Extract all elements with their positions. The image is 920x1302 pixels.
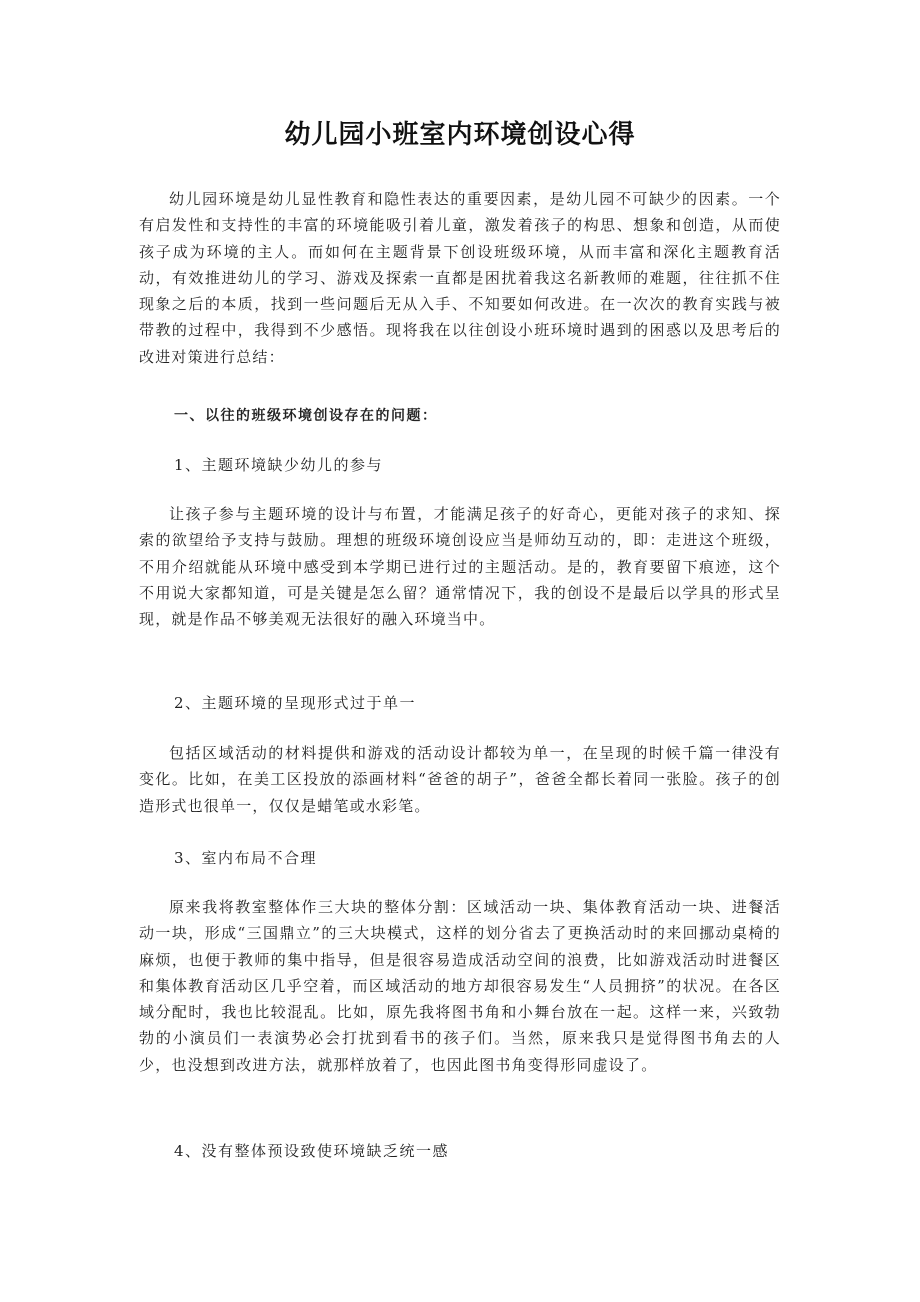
item2-paragraph: 包括区域活动的材料提供和游戏的活动设计都较为单一，在呈现的时候千篇一律没有变化。比如，在美工区投放的添画材料“爸爸的胡子”，爸爸全都长着同一张脸。孩子的创造形式也很单一，仅仅是蜡笔或水彩笔。	[139, 744, 781, 815]
document-title: 幼儿园小班室内环境创设心得	[284, 120, 636, 150]
item3-heading: 3、室内布局不合理	[174, 849, 318, 867]
item2-heading: 2、主题环境的呈现形式过于单一	[174, 694, 417, 712]
section1-heading: 一、以往的班级环境创设存在的问题：	[174, 408, 438, 424]
item3-paragraph: 原来我将教室整体作三大块的整体分割：区域活动一块、集体教育活动一块、进餐活动一块，形成“三国鼎立”的三大块模式，这样的划分省去了更换活动时的来回挪动桌椅的麻烦，也便于教师的集中指导，但是很容易造成活动空间的浪费，比如游戏活动时进餐区和集体教育活动区几乎空着，而区域活动的地方却很容易发生“人员拥挤”的状况。在各区域分配时，我也比较混乱。比如，原先我将图书角和小舞台放在一起。这样一来，兴致勃勃的小演员们一表演势必会打扰到看书的孩子们。当然，原来我只是觉得图书角去的人少，也没想到改进方法，就那样放着了，也因此图书角变得形同虚设了。	[139, 898, 781, 1074]
item4-heading: 4、没有整体预设致使环境缺乏统一感	[174, 1142, 450, 1160]
item1-paragraph: 让孩子参与主题环境的设计与布置，才能满足孩子的好奇心，更能对孩子的求知、探索的欲望给予支持与鼓励。理想的班级环境创设应当是师幼互动的，即：走进这个班级，不用介绍就能从环境中感受到本学期已进行过的主题活动。是的，教育要留下痕迹，这个不用说大家都知道，可是关键是怎么留？通常情况下，我的创设不是最后以学具的形式呈现，就是作品不够美观无法很好的融入环境当中。	[139, 505, 781, 629]
intro-paragraph: 幼儿园环境是幼儿显性教育和隐性表达的重要因素，是幼儿园不可缺少的因素。一个有启发性和支持性的丰富的环境能吸引着儿童，激发着孩子的构思、想象和创造，从而使孩子成为环境的主人。而如何在主题背景下创设班级环境，从而丰富和深化主题教育活动，有效推进幼儿的学习、游戏及探索一直都是困扰着我这名新教师的难题，往往抓不住现象之后的本质，找到一些问题后无从入手、不知要如何改进。在一次次的教育实践与被带教的过程中，我得到不少感悟。现将我在以往创设小班环境时遇到的困惑以及思考后的改进对策进行总结：	[139, 190, 781, 366]
item1-heading: 1、主题环境缺少幼儿的参与	[174, 456, 384, 474]
